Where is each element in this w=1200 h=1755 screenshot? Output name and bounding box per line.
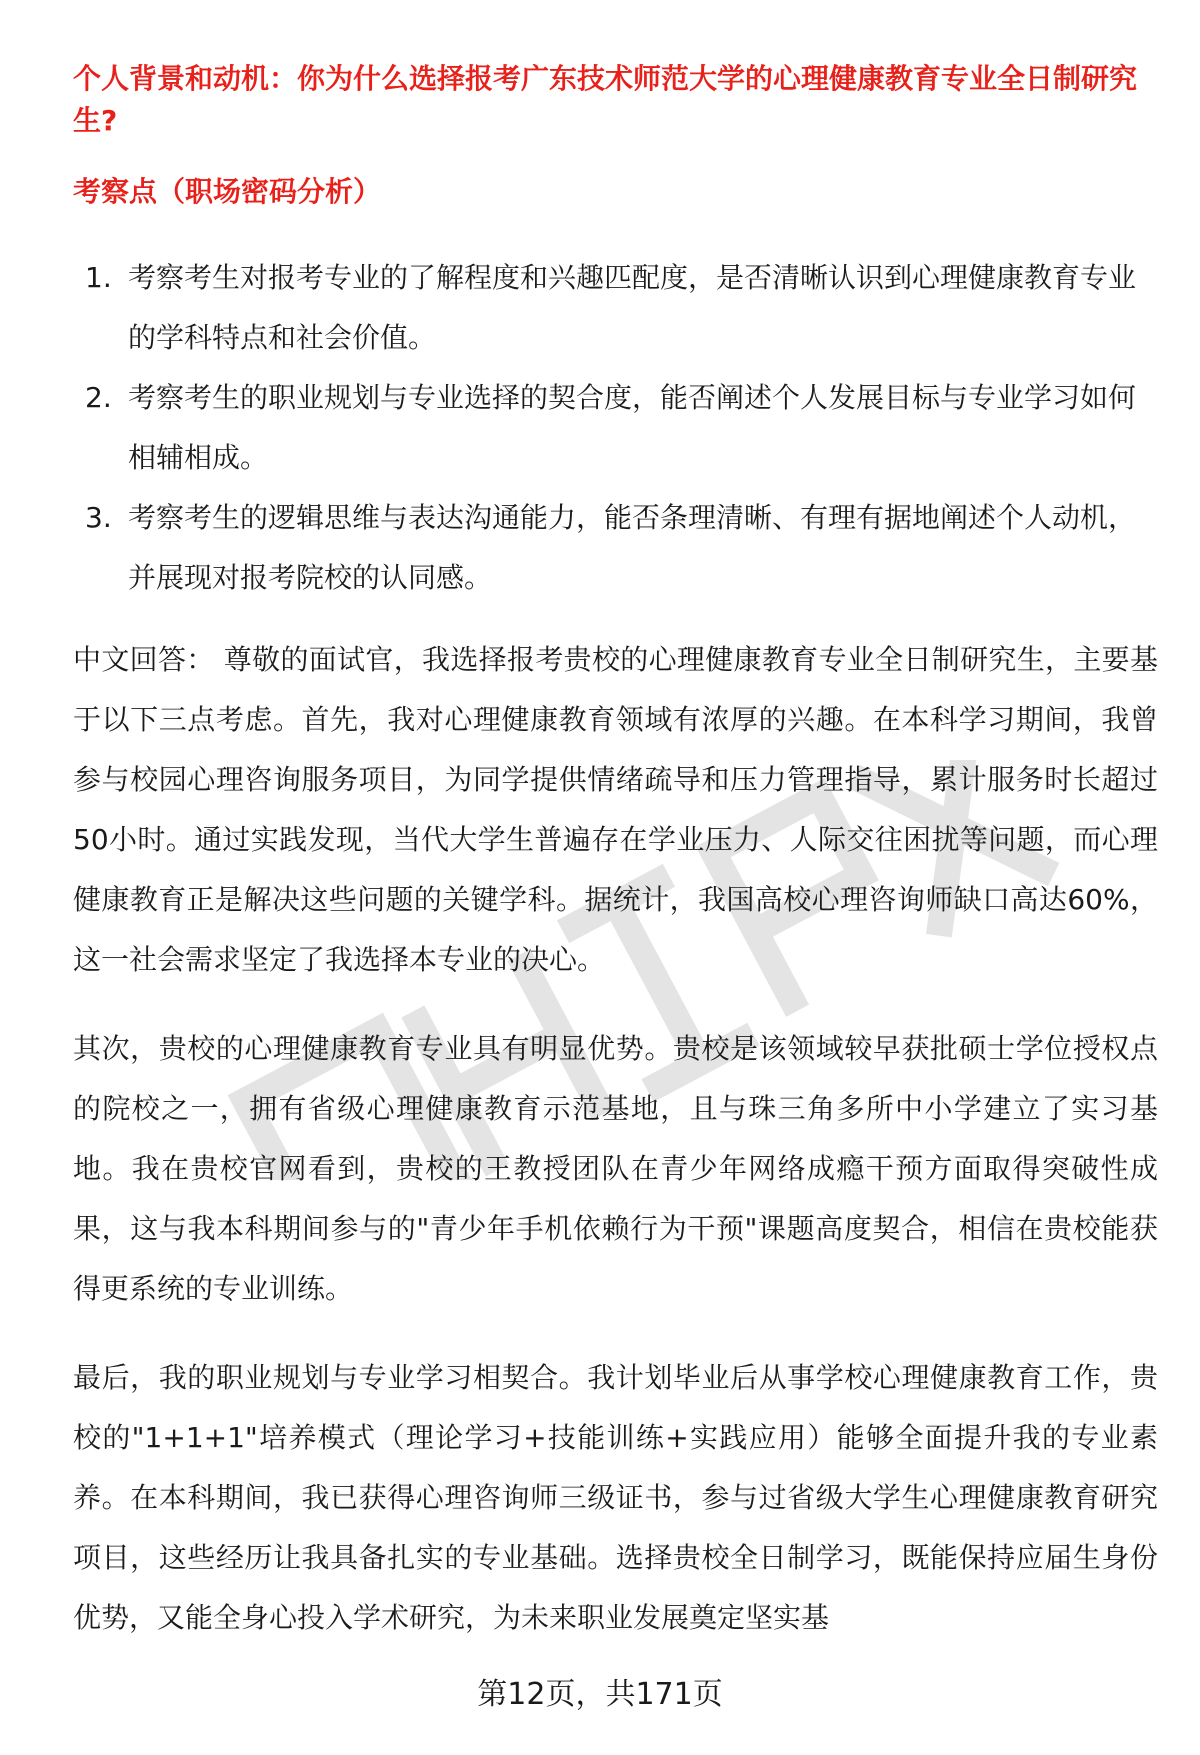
- list-item: [73, 488, 1143, 608]
- list-item-number: 2.: [85, 381, 112, 414]
- list-item-number: 3.: [85, 501, 112, 534]
- answer-paragraph-1: 中文回答： 尊敬的面试官，我选择报考贵校的心理健康教育专业全日制研究生，主要基于以下三点考虑。首先，我对心理健康教育领域有浓厚的兴趣。在本科学习期间，我曾参与校园心理咨询服务项目，为同学提供情绪疏导和压力管理指导，累计服务时长超过50小时。通过实践发现，当代大学生普遍存在学业压力、人际交往困扰等问题，而心理健康教育正是解决这些问题的关键学科。据统计，我国高校心理咨询师缺口高达60%，这一社会需求坚定了我选择本专业的决心。: [73, 643, 1158, 976]
- list-item-text: 考察考生的逻辑思维与表达沟通能力，能否条理清晰、有理有据地阐述个人动机，并展现对报考院校的认同感。: [128, 501, 1137, 594]
- page-number-footer: 第12页，共171页: [477, 1677, 723, 1712]
- list-item: [73, 248, 1143, 368]
- answer-paragraph-2: 其次，贵校的心理健康教育专业具有明显优势。贵校是该领域较早获批硕士学位授权点的院校之一，拥有省级心理健康教育示范基地，且与珠三角多所中小学建立了实习基地。我在贵校官网看到，贵校的王教授团队在青少年网络成瘾干预方面取得突破性成果，这与我本科期间参与的"青少年手机依赖行为干预"课题高度契合，相信在贵校能获得更系统的专业训练。: [73, 1032, 1158, 1305]
- list-item-text: 考察考生的职业规划与专业选择的契合度，能否阐述个人发展目标与专业学习如何相辅相成。: [128, 381, 1137, 474]
- answer-paragraph-3: 最后，我的职业规划与专业学习相契合。我计划毕业后从事学校心理健康教育工作，贵校的"1+1+1"培养模式（理论学习+技能训练+实践应用）能够全面提升我的专业素养。在本科期间，我已获得心理咨询师三级证书，参与过省级大学生心理健康教育研究项目，这些经历让我具备扎实的专业基础。选择贵校全日制学习，既能保持应届生身份优势，又能全身心投入学术研究，为未来职业发展奠定坚实基: [73, 1361, 1158, 1634]
- question-title: 个人背景和动机：你为什么选择报考广东技术师范大学的心理健康教育专业全日制研究生?: [73, 62, 1138, 137]
- list-item-text: 考察考生对报考专业的了解程度和兴趣匹配度，是否清晰认识到心理健康教育专业的学科特点和社会价值。: [128, 261, 1137, 354]
- list-item: [73, 368, 1143, 488]
- assessment-points-list: [73, 248, 1143, 608]
- section-heading: 考察点（职场密码分析）: [73, 175, 382, 208]
- list-item-number: 1.: [85, 261, 112, 294]
